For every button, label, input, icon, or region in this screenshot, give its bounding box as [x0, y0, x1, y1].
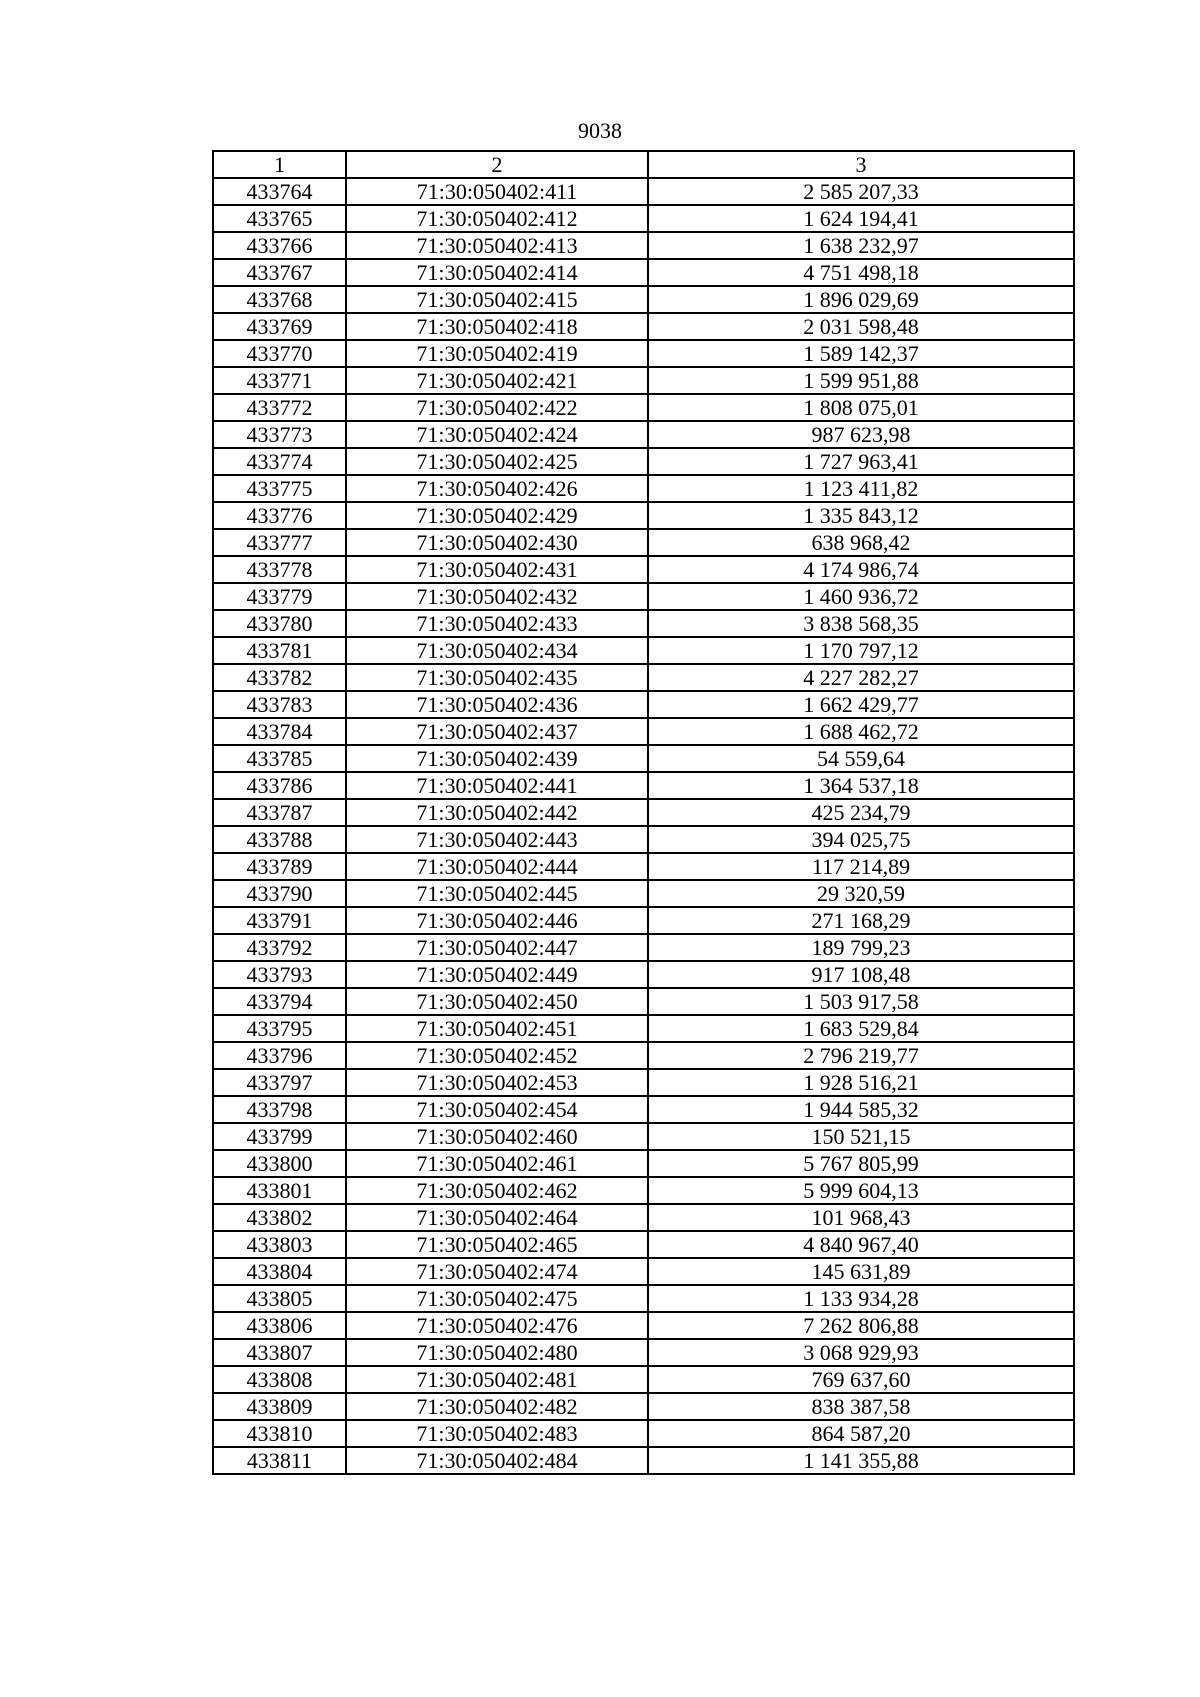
table-row — [213, 1069, 1074, 1096]
cell-record-number: 433774 — [213, 448, 346, 475]
cell-cadastral-number: 71:30:050402:432 — [346, 583, 648, 610]
cell-record-number: 433771 — [213, 367, 346, 394]
cell-cadastral-number: 71:30:050402:480 — [346, 1339, 648, 1366]
cell-value: 4 751 498,18 — [648, 259, 1074, 286]
cell-cadastral-number: 71:30:050402:452 — [346, 1042, 648, 1069]
cell-value: 1 123 411,82 — [648, 475, 1074, 502]
table-row — [213, 637, 1074, 664]
cell-record-number: 433800 — [213, 1150, 346, 1177]
page-number: 9038 — [578, 118, 622, 143]
table-row — [213, 1150, 1074, 1177]
table-row — [213, 394, 1074, 421]
table-row — [213, 475, 1074, 502]
column-header-1: 1 — [213, 151, 346, 178]
table-row — [213, 556, 1074, 583]
table-row — [213, 853, 1074, 880]
cell-value: 2 796 219,77 — [648, 1042, 1074, 1069]
cell-value: 394 025,75 — [648, 826, 1074, 853]
cell-cadastral-number: 71:30:050402:462 — [346, 1177, 648, 1204]
cell-record-number: 433775 — [213, 475, 346, 502]
table-row — [213, 1285, 1074, 1312]
table-row — [213, 448, 1074, 475]
cell-cadastral-number: 71:30:050402:433 — [346, 610, 648, 637]
cell-record-number: 433789 — [213, 853, 346, 880]
cell-value: 2 585 207,33 — [648, 178, 1074, 205]
table-row — [213, 313, 1074, 340]
cell-record-number: 433785 — [213, 745, 346, 772]
table-row — [213, 772, 1074, 799]
cell-value: 7 262 806,88 — [648, 1312, 1074, 1339]
cell-record-number: 433779 — [213, 583, 346, 610]
cell-record-number: 433809 — [213, 1393, 346, 1420]
table-row — [213, 664, 1074, 691]
cell-value: 271 168,29 — [648, 907, 1074, 934]
cell-cadastral-number: 71:30:050402:454 — [346, 1096, 648, 1123]
table-row — [213, 286, 1074, 313]
cell-cadastral-number: 71:30:050402:429 — [346, 502, 648, 529]
cell-cadastral-number: 71:30:050402:435 — [346, 664, 648, 691]
cell-value: 1 638 232,97 — [648, 232, 1074, 259]
cell-value: 3 068 929,93 — [648, 1339, 1074, 1366]
cell-record-number: 433782 — [213, 664, 346, 691]
cell-cadastral-number: 71:30:050402:449 — [346, 961, 648, 988]
cell-record-number: 433798 — [213, 1096, 346, 1123]
table-row — [213, 1447, 1074, 1474]
table-row — [213, 1393, 1074, 1420]
cell-value: 1 808 075,01 — [648, 394, 1074, 421]
cell-value: 1 896 029,69 — [648, 286, 1074, 313]
cell-record-number: 433769 — [213, 313, 346, 340]
cell-value: 1 503 917,58 — [648, 988, 1074, 1015]
cell-record-number: 433794 — [213, 988, 346, 1015]
cell-cadastral-number: 71:30:050402:475 — [346, 1285, 648, 1312]
cell-record-number: 433793 — [213, 961, 346, 988]
cell-record-number: 433795 — [213, 1015, 346, 1042]
cell-value: 864 587,20 — [648, 1420, 1074, 1447]
cell-record-number: 433804 — [213, 1258, 346, 1285]
cell-value: 117 214,89 — [648, 853, 1074, 880]
cell-value: 1 944 585,32 — [648, 1096, 1074, 1123]
cell-cadastral-number: 71:30:050402:441 — [346, 772, 648, 799]
cell-record-number: 433776 — [213, 502, 346, 529]
table-row — [213, 1366, 1074, 1393]
table-row — [213, 988, 1074, 1015]
table-row — [213, 880, 1074, 907]
cell-cadastral-number: 71:30:050402:447 — [346, 934, 648, 961]
table-row — [213, 745, 1074, 772]
cell-cadastral-number: 71:30:050402:436 — [346, 691, 648, 718]
cell-record-number: 433764 — [213, 178, 346, 205]
cell-cadastral-number: 71:30:050402:414 — [346, 259, 648, 286]
cell-record-number: 433792 — [213, 934, 346, 961]
cell-value: 3 838 568,35 — [648, 610, 1074, 637]
cell-record-number: 433772 — [213, 394, 346, 421]
cell-cadastral-number: 71:30:050402:465 — [346, 1231, 648, 1258]
header-row — [213, 151, 1074, 178]
cell-value: 838 387,58 — [648, 1393, 1074, 1420]
cell-record-number: 433808 — [213, 1366, 346, 1393]
table-row — [213, 1258, 1074, 1285]
cell-cadastral-number: 71:30:050402:461 — [346, 1150, 648, 1177]
table-row — [213, 1339, 1074, 1366]
cell-cadastral-number: 71:30:050402:425 — [346, 448, 648, 475]
table-row — [213, 718, 1074, 745]
cell-value: 1 599 951,88 — [648, 367, 1074, 394]
cell-record-number: 433788 — [213, 826, 346, 853]
table-row — [213, 934, 1074, 961]
cell-value: 1 170 797,12 — [648, 637, 1074, 664]
cell-record-number: 433799 — [213, 1123, 346, 1150]
table-row — [213, 1096, 1074, 1123]
table-row — [213, 826, 1074, 853]
cell-cadastral-number: 71:30:050402:483 — [346, 1420, 648, 1447]
column-header-2: 2 — [346, 151, 648, 178]
cell-cadastral-number: 71:30:050402:464 — [346, 1204, 648, 1231]
table-row — [213, 799, 1074, 826]
cell-record-number: 433786 — [213, 772, 346, 799]
cell-cadastral-number: 71:30:050402:482 — [346, 1393, 648, 1420]
cell-record-number: 433765 — [213, 205, 346, 232]
cell-record-number: 433784 — [213, 718, 346, 745]
cell-record-number: 433766 — [213, 232, 346, 259]
cell-cadastral-number: 71:30:050402:426 — [346, 475, 648, 502]
table-row — [213, 1123, 1074, 1150]
cell-cadastral-number: 71:30:050402:411 — [346, 178, 648, 205]
cell-value: 987 623,98 — [648, 421, 1074, 448]
cell-record-number: 433787 — [213, 799, 346, 826]
cell-record-number: 433773 — [213, 421, 346, 448]
cell-record-number: 433810 — [213, 1420, 346, 1447]
cell-cadastral-number: 71:30:050402:484 — [346, 1447, 648, 1474]
table-row — [213, 610, 1074, 637]
cell-value: 1 624 194,41 — [648, 205, 1074, 232]
cell-value: 4 840 967,40 — [648, 1231, 1074, 1258]
cell-value: 1 364 537,18 — [648, 772, 1074, 799]
cell-value: 5 999 604,13 — [648, 1177, 1074, 1204]
cell-value: 189 799,23 — [648, 934, 1074, 961]
table-row — [213, 583, 1074, 610]
cell-cadastral-number: 71:30:050402:442 — [346, 799, 648, 826]
cell-value: 4 174 986,74 — [648, 556, 1074, 583]
table-row — [213, 907, 1074, 934]
cell-record-number: 433797 — [213, 1069, 346, 1096]
cell-cadastral-number: 71:30:050402:437 — [346, 718, 648, 745]
cell-record-number: 433778 — [213, 556, 346, 583]
table-row — [213, 1312, 1074, 1339]
cell-record-number: 433791 — [213, 907, 346, 934]
cell-record-number: 433802 — [213, 1204, 346, 1231]
cell-value: 1 335 843,12 — [648, 502, 1074, 529]
cell-cadastral-number: 71:30:050402:415 — [346, 286, 648, 313]
cell-value: 638 968,42 — [648, 529, 1074, 556]
cell-value: 1 683 529,84 — [648, 1015, 1074, 1042]
cell-cadastral-number: 71:30:050402:419 — [346, 340, 648, 367]
table-row — [213, 178, 1074, 205]
cell-value: 1 662 429,77 — [648, 691, 1074, 718]
cell-record-number: 433796 — [213, 1042, 346, 1069]
cell-cadastral-number: 71:30:050402:446 — [346, 907, 648, 934]
cell-value: 29 320,59 — [648, 880, 1074, 907]
data-table — [212, 150, 1075, 1475]
cell-cadastral-number: 71:30:050402:439 — [346, 745, 648, 772]
table-row — [213, 421, 1074, 448]
table-row — [213, 1204, 1074, 1231]
table-row — [213, 259, 1074, 286]
cell-cadastral-number: 71:30:050402:451 — [346, 1015, 648, 1042]
cell-record-number: 433805 — [213, 1285, 346, 1312]
cell-value: 917 108,48 — [648, 961, 1074, 988]
table-row — [213, 340, 1074, 367]
cell-value: 2 031 598,48 — [648, 313, 1074, 340]
table-row — [213, 205, 1074, 232]
cell-record-number: 433783 — [213, 691, 346, 718]
cell-value: 1 727 963,41 — [648, 448, 1074, 475]
cell-value: 769 637,60 — [648, 1366, 1074, 1393]
table-row — [213, 1177, 1074, 1204]
cell-value: 425 234,79 — [648, 799, 1074, 826]
cell-cadastral-number: 71:30:050402:474 — [346, 1258, 648, 1285]
cell-record-number: 433780 — [213, 610, 346, 637]
cell-cadastral-number: 71:30:050402:430 — [346, 529, 648, 556]
cell-cadastral-number: 71:30:050402:412 — [346, 205, 648, 232]
cell-value: 1 133 934,28 — [648, 1285, 1074, 1312]
cell-value: 1 589 142,37 — [648, 340, 1074, 367]
cell-value: 1 928 516,21 — [648, 1069, 1074, 1096]
cell-cadastral-number: 71:30:050402:421 — [346, 367, 648, 394]
cell-value: 150 521,15 — [648, 1123, 1074, 1150]
table-header — [213, 151, 1074, 178]
cell-value: 101 968,43 — [648, 1204, 1074, 1231]
cell-value: 1 141 355,88 — [648, 1447, 1074, 1474]
cell-cadastral-number: 71:30:050402:418 — [346, 313, 648, 340]
cell-record-number: 433803 — [213, 1231, 346, 1258]
cell-record-number: 433790 — [213, 880, 346, 907]
cell-cadastral-number: 71:30:050402:450 — [346, 988, 648, 1015]
table-row — [213, 1231, 1074, 1258]
cell-cadastral-number: 71:30:050402:413 — [346, 232, 648, 259]
cell-cadastral-number: 71:30:050402:444 — [346, 853, 648, 880]
table-row — [213, 367, 1074, 394]
table-row — [213, 961, 1074, 988]
cell-value: 54 559,64 — [648, 745, 1074, 772]
cell-cadastral-number: 71:30:050402:431 — [346, 556, 648, 583]
cell-value: 145 631,89 — [648, 1258, 1074, 1285]
cell-record-number: 433807 — [213, 1339, 346, 1366]
table-body — [213, 178, 1074, 1474]
cell-value: 5 767 805,99 — [648, 1150, 1074, 1177]
cell-cadastral-number: 71:30:050402:445 — [346, 880, 648, 907]
cell-cadastral-number: 71:30:050402:481 — [346, 1366, 648, 1393]
table-row — [213, 1015, 1074, 1042]
cell-record-number: 433767 — [213, 259, 346, 286]
table-row — [213, 529, 1074, 556]
cell-cadastral-number: 71:30:050402:443 — [346, 826, 648, 853]
cell-cadastral-number: 71:30:050402:424 — [346, 421, 648, 448]
column-header-3: 3 — [648, 151, 1074, 178]
table-row — [213, 1042, 1074, 1069]
cell-record-number: 433811 — [213, 1447, 346, 1474]
table-row — [213, 691, 1074, 718]
cell-record-number: 433806 — [213, 1312, 346, 1339]
cell-value: 4 227 282,27 — [648, 664, 1074, 691]
table-row — [213, 232, 1074, 259]
cell-cadastral-number: 71:30:050402:453 — [346, 1069, 648, 1096]
cell-record-number: 433770 — [213, 340, 346, 367]
cell-cadastral-number: 71:30:050402:422 — [346, 394, 648, 421]
cell-value: 1 688 462,72 — [648, 718, 1074, 745]
table-row — [213, 1420, 1074, 1447]
cell-cadastral-number: 71:30:050402:460 — [346, 1123, 648, 1150]
cell-record-number: 433801 — [213, 1177, 346, 1204]
table-row — [213, 502, 1074, 529]
cell-value: 1 460 936,72 — [648, 583, 1074, 610]
cell-cadastral-number: 71:30:050402:434 — [346, 637, 648, 664]
cell-record-number: 433768 — [213, 286, 346, 313]
cell-record-number: 433781 — [213, 637, 346, 664]
cell-cadastral-number: 71:30:050402:476 — [346, 1312, 648, 1339]
cell-record-number: 433777 — [213, 529, 346, 556]
